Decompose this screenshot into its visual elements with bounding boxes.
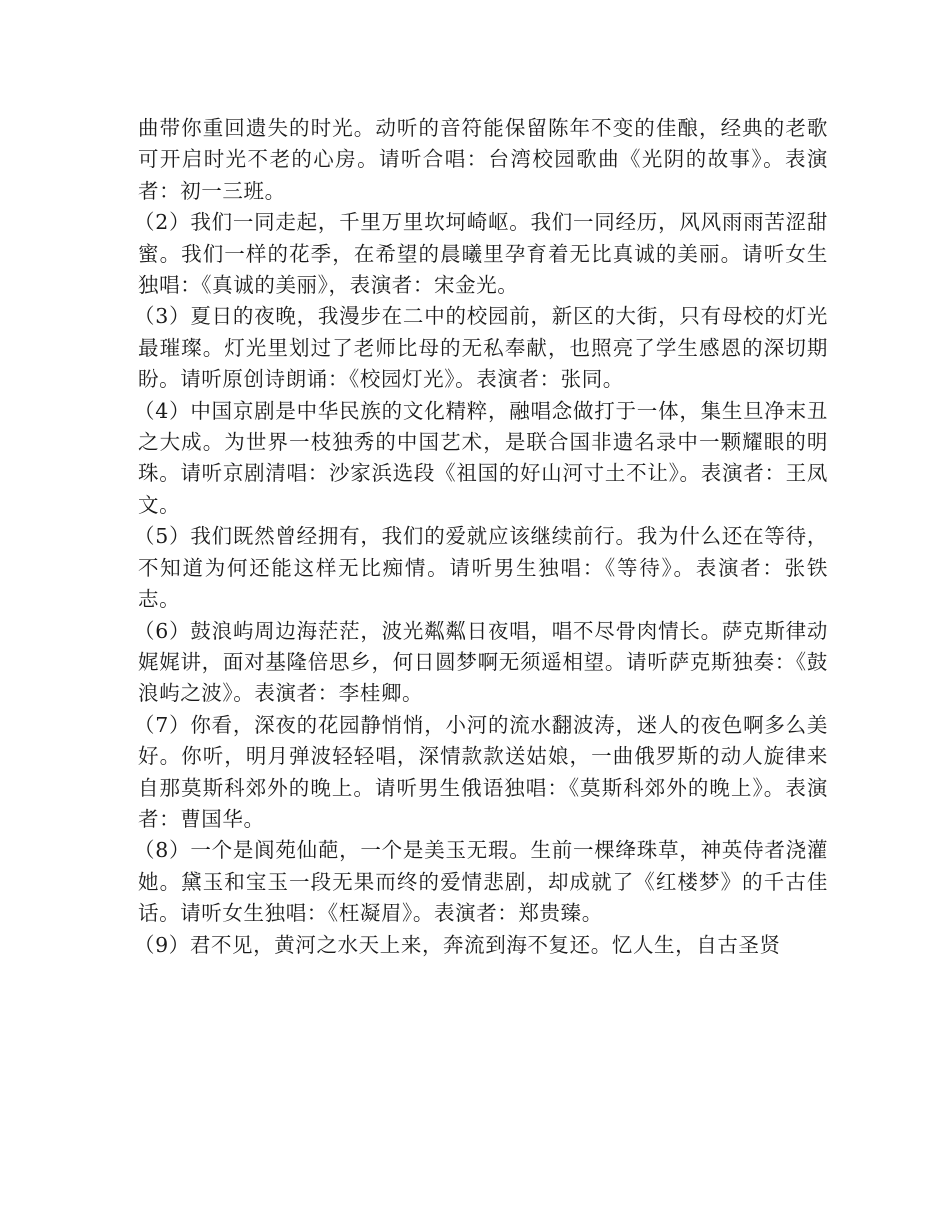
paragraph-item-2: （2）我们一同走起，千里万里坎坷崎岖。我们一同经历，风风雨雨苦涩甜蜜。我们一样的花季，在希望的晨曦里孕育着无比真诚的美丽。请听女生独唱：《真诚的美丽》，表演者：宋金光。 <box>134 210 828 298</box>
paragraph-item-6: （6）鼓浪屿周边海茫茫，波光粼粼日夜唱，唱不尽骨肉情长。萨克斯律动娓娓讲，面对基隆倍思乡，何日圆梦啊无须遥相望。请听萨克斯独奏：《鼓浪屿之波》。表演者：李桂卿。 <box>134 618 828 706</box>
paragraph-intro-continued: 曲带你重回遗失的时光。动听的音符能保留陈年不变的佳酿，经典的老歌可开启时光不老的心房。请听合唱：台湾校园歌曲《光阴的故事》。表演者：初一三班。 <box>138 116 828 203</box>
paragraph-item-8: （8）一个是阆苑仙葩，一个是美玉无瑕。生前一棵绛珠草，神英侍者浇灌她。黛玉和宝玉一段无果而终的爱情悲剧，却成就了《红楼梦》的千古佳话。请听女生独唱：《枉凝眉》。表演者：郑贵臻。 <box>134 838 828 926</box>
document-body <box>134 113 828 961</box>
paragraph-item-9: （9）君不见，黄河之水天上来，奔流到海不复还。忆人生，自古圣贤 <box>134 932 781 957</box>
paragraph-item-3: （3）夏日的夜晚，我漫步在二中的校园前，新区的大街，只有母校的灯光最璀璨。灯光里划过了老师比母的无私奉献，也照亮了学生感恩的深切期盼。请听原创诗朗诵：《校园灯光》。表演者：张同。 <box>134 304 828 392</box>
paragraph-item-7: （7）你看，深夜的花园静悄悄，小河的流水翻波涛，迷人的夜色啊多么美好。你听，明月弹波轻轻唱，深情款款送姑娘，一曲俄罗斯的动人旋律来自那莫斯科郊外的晚上。请听男生俄语独唱：《莫斯科郊外的晚上》。表演者：曹国华。 <box>134 712 828 831</box>
paragraph-item-5: （5）我们既然曾经拥有，我们的爱就应该继续前行。我为什么还在等待，不知道为何还能这样无比痴情。请听男生独唱：《等待》。表演者：张铁志。 <box>134 524 828 612</box>
paragraph-item-4: （4）中国京剧是中华民族的文化精粹，融唱念做打于一体，集生旦净末丑之大成。为世界一枝独秀的中国艺术，是联合国非遗名录中一颗耀眼的明珠。请听京剧清唱：沙家浜选段《祖国的好山河寸土不让》。表演者：王凤文。 <box>134 398 828 517</box>
